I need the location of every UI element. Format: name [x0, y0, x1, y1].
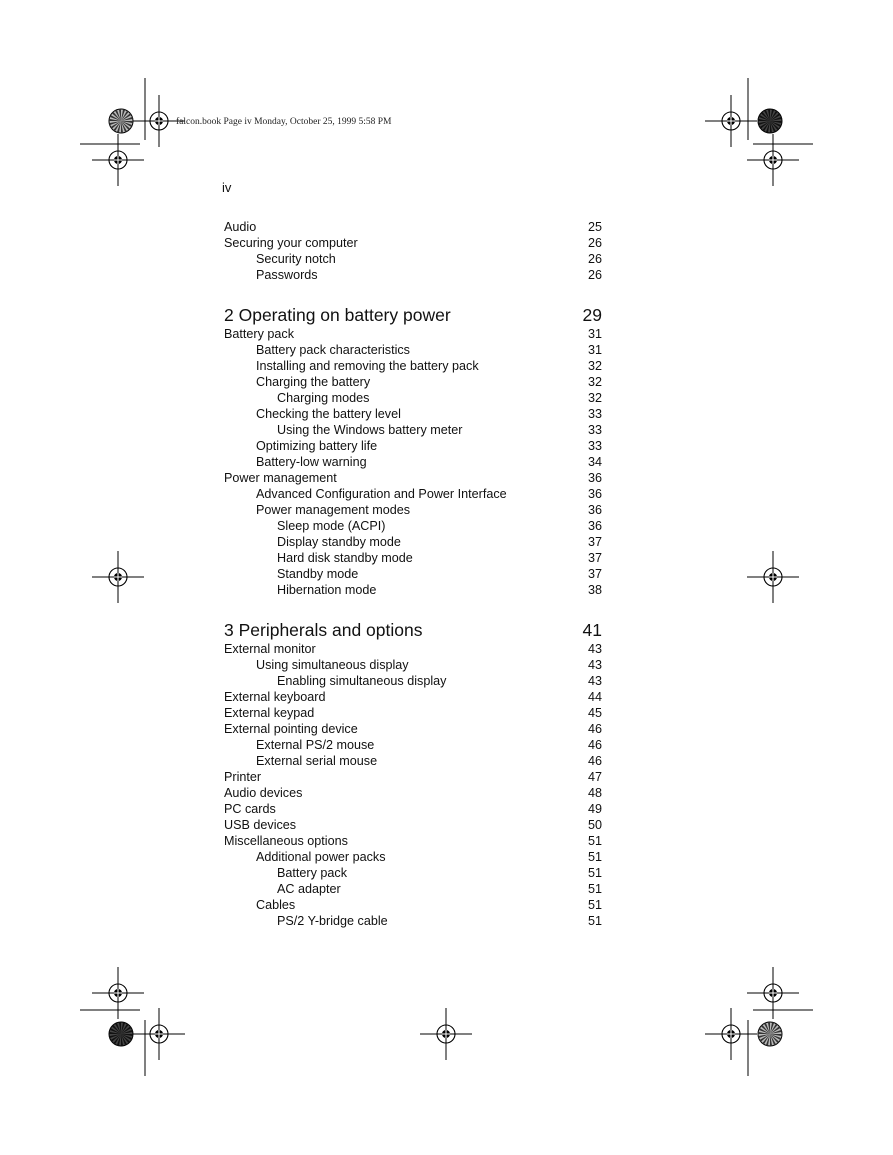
toc-entry [224, 689, 602, 705]
toc-entry-page: 37 [587, 535, 602, 549]
star-target-bottom-left [109, 1022, 133, 1046]
toc-entry-page: 43 [587, 642, 602, 656]
toc-entry-page: 46 [587, 754, 602, 768]
toc-entry [224, 486, 602, 502]
registration-target-mid-left [92, 551, 144, 603]
chapter-heading [224, 304, 602, 326]
registration-target-bottom-left-inner [133, 1008, 185, 1060]
toc-entry-title: Hibernation mode [277, 583, 377, 597]
toc-entry [224, 801, 602, 817]
toc-entry [224, 897, 602, 913]
toc-entry-title: Additional power packs [256, 850, 386, 864]
toc-entry [224, 470, 602, 486]
toc-entry [224, 374, 602, 390]
toc-entry-page: 32 [587, 391, 602, 405]
toc-entry-page: 38 [587, 583, 602, 597]
toc-entry [224, 235, 602, 251]
toc-entry-title: PS/2 Y-bridge cable [277, 914, 388, 928]
toc-entry [224, 641, 602, 657]
toc-entry [224, 582, 602, 598]
toc-entry [224, 438, 602, 454]
toc-entry-page: 32 [587, 359, 602, 373]
toc-entry-page: 33 [587, 407, 602, 421]
chapter-title: 2 Operating on battery power [224, 305, 451, 325]
chapter-title: 3 Peripherals and options [224, 620, 423, 640]
toc-entry-title: AC adapter [277, 882, 341, 896]
toc-entry [224, 566, 602, 582]
toc-entry-title: Display standby mode [277, 535, 401, 549]
toc-entry-title: Advanced Configuration and Power Interface [256, 487, 507, 501]
toc-entry-page: 36 [587, 487, 602, 501]
toc-entry-title: Miscellaneous options [224, 834, 348, 848]
chapter-page: 41 [582, 620, 602, 640]
toc-entry [224, 251, 602, 267]
toc-entry [224, 817, 602, 833]
toc-entry [224, 390, 602, 406]
toc-entry-page: 33 [587, 439, 602, 453]
toc-entry-title: Optimizing battery life [256, 439, 378, 453]
registration-target-bottom-center [420, 1008, 472, 1060]
toc-entry-title: External pointing device [224, 722, 358, 736]
table-of-contents [224, 219, 602, 929]
toc-entry-title: Checking the battery level [256, 407, 401, 421]
toc-entry-title: Sleep mode (ACPI) [277, 519, 386, 533]
toc-entry [224, 785, 602, 801]
toc-entry-title: Audio devices [224, 786, 303, 800]
toc-entry [224, 358, 602, 374]
toc-entry [224, 422, 602, 438]
toc-entry [224, 705, 602, 721]
toc-entry-title: USB devices [224, 818, 297, 832]
toc-entry [224, 881, 602, 897]
toc-entry-page: 44 [587, 690, 602, 704]
toc-entry-title: External keypad [224, 706, 315, 720]
toc-entry [224, 342, 602, 358]
toc-entry-title: PC cards [224, 802, 276, 816]
toc-entry [224, 326, 602, 342]
toc-entry [224, 865, 602, 881]
registration-target-mid-right [747, 551, 799, 603]
toc-entry-page: 37 [587, 567, 602, 581]
toc-entry-title: Using simultaneous display [256, 658, 409, 672]
toc-entry-title: Power management [224, 471, 337, 485]
toc-entry-page: 51 [587, 866, 602, 880]
toc-entry-page: 46 [587, 738, 602, 752]
toc-entry-title: Security notch [256, 252, 336, 266]
toc-entry [224, 753, 602, 769]
toc-entry-page: 36 [587, 471, 602, 485]
toc-entry [224, 406, 602, 422]
toc-entry-title: Charging modes [277, 391, 370, 405]
toc-entry [224, 550, 602, 566]
star-target-top-left [109, 109, 133, 133]
toc-entry-page: 34 [587, 455, 602, 469]
registration-target-bottom-right-inner [705, 1008, 757, 1060]
toc-entry-page: 46 [587, 722, 602, 736]
toc-entry-page: 50 [587, 818, 602, 832]
toc-entry-title: Battery pack [277, 866, 347, 880]
toc-entry-page: 26 [587, 252, 602, 266]
toc-entry-page: 49 [587, 802, 602, 816]
toc-entry [224, 769, 602, 785]
toc-entry-title: Battery pack characteristics [256, 343, 410, 357]
toc-entry-page: 47 [587, 770, 602, 784]
toc-entry-page: 25 [587, 220, 602, 234]
toc-entry [224, 849, 602, 865]
toc-entry-title: Battery-low warning [256, 455, 367, 469]
toc-entry-page: 43 [587, 658, 602, 672]
toc-entry-page: 51 [587, 850, 602, 864]
chapter-page: 29 [582, 305, 602, 325]
toc-entry-page: 51 [587, 834, 602, 848]
registration-target-top-right-outer [747, 134, 799, 186]
toc-entry [224, 502, 602, 518]
toc-entry [224, 454, 602, 470]
toc-entry [224, 518, 602, 534]
chapter-heading [224, 619, 602, 641]
toc-entry [224, 737, 602, 753]
toc-entry-page: 26 [587, 236, 602, 250]
toc-entry-title: Standby mode [277, 567, 359, 581]
toc-entry-page: 37 [587, 551, 602, 565]
toc-entry-title: Hard disk standby mode [277, 551, 413, 565]
toc-entry-page: 45 [587, 706, 602, 720]
toc-entry [224, 913, 602, 929]
toc-entry-title: Charging the battery [256, 375, 371, 389]
registration-target-top-right-inner [705, 95, 757, 147]
toc-entry-page: 51 [587, 882, 602, 896]
toc-entry-page: 36 [587, 503, 602, 517]
toc-entry-title: Installing and removing the battery pack [256, 359, 479, 373]
toc-entry-title: External monitor [224, 642, 316, 656]
toc-entry-page: 48 [587, 786, 602, 800]
print-slug: falcon.book Page iv Monday, October 25, 1999 5:58 PM [176, 117, 392, 127]
toc-entry-title: External PS/2 mouse [256, 738, 375, 752]
toc-entry-title: Enabling simultaneous display [277, 674, 447, 688]
toc-entry [224, 721, 602, 737]
registration-target-bottom-right-outer [747, 967, 799, 1019]
toc-entry [224, 267, 602, 283]
toc-entry-title: External serial mouse [256, 754, 378, 768]
toc-entry-title: External keyboard [224, 690, 326, 704]
toc-entry-page: 31 [587, 327, 602, 341]
toc-entry-title: Audio [224, 220, 257, 234]
registration-target-top-left-outer [92, 134, 144, 186]
toc-entry-title: Securing your computer [224, 236, 358, 250]
toc-entry-title: Passwords [256, 268, 318, 282]
toc-entry-title: Cables [256, 898, 296, 912]
toc-entry-page: 51 [587, 898, 602, 912]
toc-entry-page: 43 [587, 674, 602, 688]
toc-entry [224, 534, 602, 550]
star-target-top-right [758, 109, 782, 133]
toc-entry-page: 33 [587, 423, 602, 437]
registration-target-bottom-left-outer [92, 967, 144, 1019]
toc-entry-page: 36 [587, 519, 602, 533]
toc-entry [224, 833, 602, 849]
toc-entry-title: Printer [224, 770, 262, 784]
toc-entry-page: 26 [587, 268, 602, 282]
star-target-bottom-right [758, 1022, 782, 1046]
toc-entry-title: Battery pack [224, 327, 294, 341]
toc-entry-page: 32 [587, 375, 602, 389]
toc-entry [224, 657, 602, 673]
toc-entry-title: Power management modes [256, 503, 411, 517]
toc-entry [224, 673, 602, 689]
toc-entry-page: 51 [587, 914, 602, 928]
page-folio: iv [222, 180, 232, 195]
toc-entry-title: Using the Windows battery meter [277, 423, 463, 437]
toc-entry [224, 219, 602, 235]
toc-entry-page: 31 [587, 343, 602, 357]
